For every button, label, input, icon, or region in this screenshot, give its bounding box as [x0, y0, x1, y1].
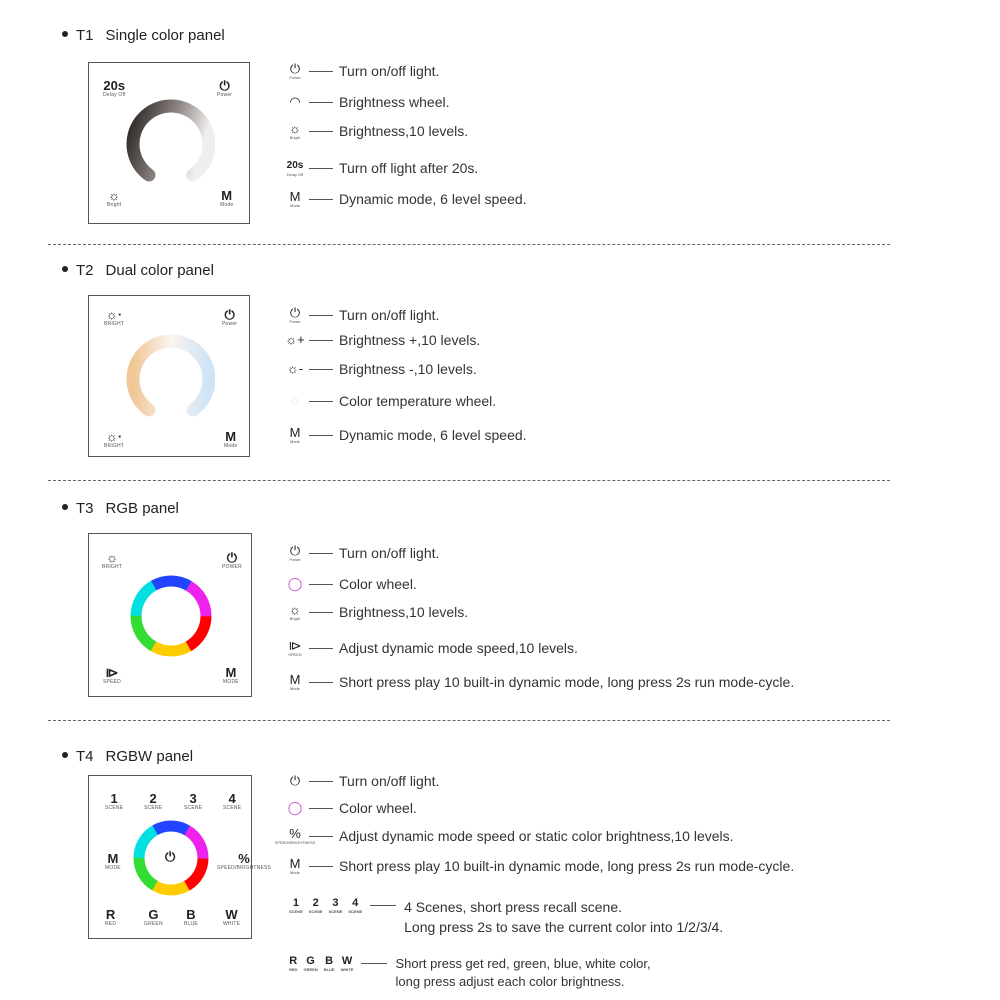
mode-icon: M Mode	[289, 188, 301, 208]
panel-t2	[88, 295, 250, 457]
sun-icon: ☼·	[105, 429, 123, 444]
leader-line	[309, 131, 333, 132]
legend-item: M Mode Dynamic mode, 6 level speed.	[285, 424, 527, 446]
scene-1-glyph: 1 SCENE	[289, 897, 303, 914]
legend-item: % SPEED/BRIGHTNESS Adjust dynamic mode speed or static color brightness,10 levels.	[274, 825, 734, 845]
power-icon: ⏻ Power	[289, 60, 301, 80]
power-button[interactable]	[165, 850, 175, 863]
sun-icon: ☼ Bright	[289, 120, 301, 140]
section-divider	[48, 720, 890, 721]
legend-item: M Mode Dynamic mode, 6 level speed.	[285, 188, 527, 210]
power-icon: ⏻ Power	[289, 542, 301, 562]
sun-icon: ☼	[108, 188, 121, 203]
speed-button[interactable]: ⧐ SPEED	[103, 665, 121, 685]
power-icon: ⏻	[224, 307, 235, 322]
brightness-wheel[interactable]	[125, 97, 215, 187]
leader-line	[309, 340, 333, 341]
red-glyph: R RED	[289, 955, 298, 972]
legend-item: ◯ Color wheel.	[285, 797, 417, 819]
brightness-down-button[interactable]: ☼· BRIGHT	[104, 429, 125, 449]
speed-brightness-icon: % SPEED/BRIGHTNESS	[274, 825, 316, 845]
scene-3-glyph: 3 SCENE	[328, 897, 343, 914]
sun-minus-icon: ☼-	[286, 361, 304, 376]
sun-plus-icon: ☼+	[285, 332, 305, 347]
leader-line	[309, 435, 333, 436]
legend-item: ☼ Bright Brightness,10 levels.	[285, 120, 468, 142]
legend-item: ☼ Bright Brightness,10 levels.	[285, 601, 468, 623]
delay-off-icon: 20s Delay Off	[286, 159, 304, 177]
leader-line	[309, 612, 333, 613]
leader-line	[309, 584, 333, 585]
red-button[interactable]: R RED	[105, 907, 117, 927]
panel-t1	[88, 62, 250, 224]
scene-4-button[interactable]: 4 SCENE	[223, 791, 242, 811]
color-temperature-icon: ◌	[291, 393, 299, 408]
sun-icon: ☼ Bright	[289, 601, 301, 621]
scenes-description: 4 Scenes, short press recall scene. Long press 2s to save the current color into 1/2/3/4.	[404, 899, 724, 935]
mode-button[interactable]: M Mode	[220, 188, 234, 208]
bullet-dot	[62, 752, 68, 758]
power-icon: ⏻	[219, 78, 230, 93]
mode-button[interactable]: M MODE	[105, 851, 121, 871]
scene-3-button[interactable]: 3 SCENE	[184, 791, 203, 811]
leader-line	[361, 963, 387, 964]
blue-glyph: B BLUE	[323, 955, 335, 972]
white-button[interactable]: W WHITE	[223, 907, 241, 927]
section-title-t1: T1 Single color panel	[62, 27, 225, 44]
color-wheel[interactable]	[129, 574, 213, 658]
leader-line	[309, 866, 333, 867]
power-icon: ⏻	[165, 849, 176, 864]
legend-item: ⏻ Turn on/off light.	[285, 770, 439, 792]
color-temperature-wheel[interactable]	[125, 332, 215, 422]
power-button[interactable]: ⏻ Power	[217, 78, 233, 98]
brightness-up-button[interactable]: ☼· BRIGHT	[104, 307, 125, 327]
legend-item: ◌ Color temperature wheel.	[285, 390, 496, 412]
power-icon: ⏻ Power	[289, 304, 301, 324]
legend-item: ⏻ Power Turn on/off light.	[285, 60, 439, 82]
legend-item: ⧐ SPEED Adjust dynamic mode speed,10 levels.	[285, 637, 578, 659]
legend-item: ◯ Color wheel.	[285, 573, 417, 595]
leader-line	[309, 315, 333, 316]
section-divider	[48, 244, 890, 245]
leader-line	[309, 401, 333, 402]
scene-1-button[interactable]: 1 SCENE	[105, 791, 124, 811]
leader-line	[309, 168, 333, 169]
bullet-dot	[62, 31, 68, 37]
panel-t3	[88, 533, 252, 697]
section-title-t2: T2 Dual color panel	[62, 262, 214, 279]
mode-button[interactable]: M Mode	[224, 429, 238, 449]
leader-line	[309, 369, 333, 370]
scenes-legend	[289, 897, 723, 937]
legend-item: ⏻ Power Turn on/off light.	[285, 542, 439, 564]
legend-item: ☼- Brightness -,10 levels.	[286, 361, 477, 377]
section-divider	[48, 480, 890, 481]
sun-icon: ☼	[106, 550, 118, 565]
wheel-icon: ◠	[289, 94, 301, 109]
sun-icon: ☼·	[105, 307, 123, 322]
white-glyph: W WHITE	[340, 955, 354, 972]
mode-icon: M Mode	[289, 424, 301, 444]
legend-item: M Mode Short press play 10 built-in dynamic mode, long press 2s run mode-cycle.	[285, 671, 794, 693]
color-wheel-icon: ◯	[287, 800, 303, 815]
scene-4-glyph: 4 SCENE	[348, 897, 363, 914]
section-title-t4: T4 RGBW panel	[62, 748, 193, 765]
leader-line	[309, 808, 333, 809]
leader-line	[309, 781, 333, 782]
blue-button[interactable]: B BLUE	[184, 907, 198, 927]
bullet-dot	[62, 504, 68, 510]
mode-icon: M Mode	[289, 855, 301, 875]
leader-line	[309, 648, 333, 649]
mode-button[interactable]: M MODE	[223, 665, 239, 685]
speed-icon: ⧐ SPEED	[288, 637, 302, 657]
legend-item: 20s Delay Off Turn off light after 20s.	[286, 159, 479, 177]
power-icon: ⏻	[226, 550, 238, 565]
leader-line	[309, 71, 333, 72]
colors-legend	[289, 955, 651, 991]
mode-icon: M Mode	[289, 671, 301, 691]
color-wheel-icon: ◯	[287, 576, 303, 591]
bullet-dot	[62, 266, 68, 272]
power-icon: ⏻	[289, 773, 301, 788]
green-glyph: G GREEN	[303, 955, 318, 972]
leader-line	[309, 102, 333, 103]
power-button[interactable]: ⏻ Power	[222, 307, 238, 327]
leader-line	[309, 553, 333, 554]
green-button[interactable]: G GREEN	[144, 907, 163, 927]
colors-description: Short press get red, green, blue, white color, long press adjust each color brightness.	[395, 956, 651, 989]
delay-off-button[interactable]: 20s Delay Off	[103, 78, 126, 98]
bright-button[interactable]: ☼ Bright	[107, 188, 122, 208]
legend-item: ⏻ Power Turn on/off light.	[285, 304, 439, 326]
leader-line	[309, 682, 333, 683]
scene-glyphs	[289, 897, 362, 914]
scene-2-button[interactable]: 2 SCENE	[144, 791, 163, 811]
scene-2-glyph: 2 SCENE	[308, 897, 323, 914]
legend-item: M Mode Short press play 10 built-in dynamic mode, long press 2s run mode-cycle.	[285, 855, 794, 877]
legend-item: ☼+ Brightness +,10 levels.	[285, 332, 481, 348]
color-glyphs	[289, 955, 353, 972]
power-button[interactable]: ⏻ POWER	[222, 550, 242, 570]
panel-t4	[88, 775, 272, 939]
speed-brightness-button[interactable]: % SPEED/BRIGHTNESS	[217, 851, 272, 871]
section-title-t3: T3 RGB panel	[62, 500, 179, 517]
leader-line	[309, 836, 333, 837]
legend-item: ◠ Brightness wheel.	[285, 91, 450, 113]
bright-button[interactable]: ☼ BRIGHT	[102, 550, 123, 570]
leader-line	[309, 199, 333, 200]
leader-line	[370, 905, 396, 906]
speed-icon: ⧐	[105, 665, 119, 680]
